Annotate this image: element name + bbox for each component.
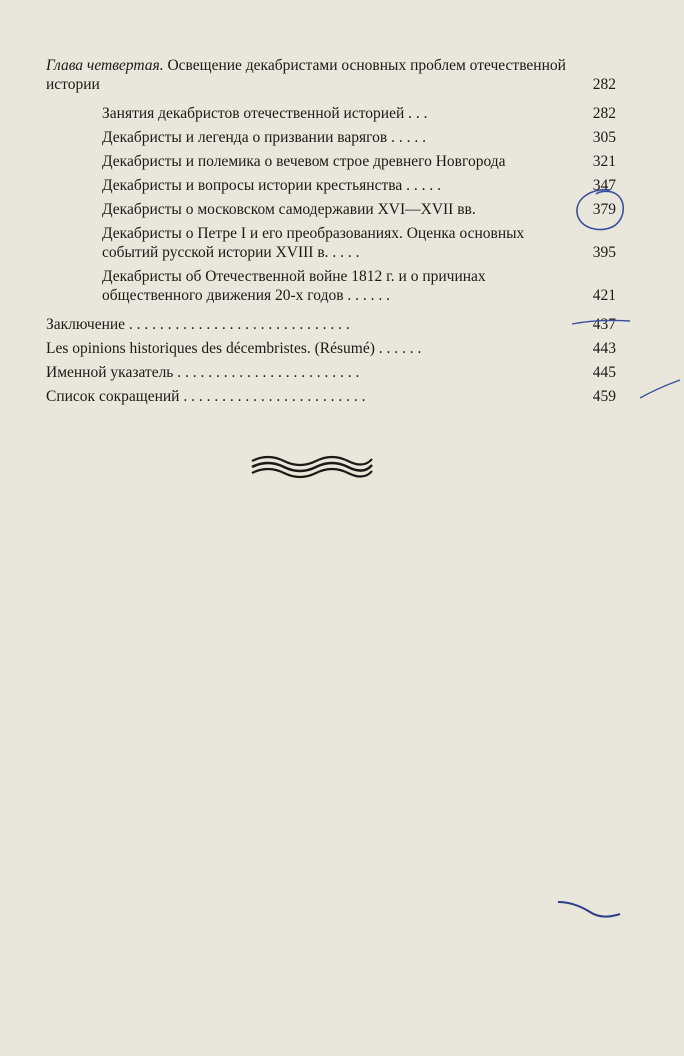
pen-underline-icon bbox=[570, 316, 632, 328]
section-title: Декабристы и вопросы истории крестьянства bbox=[102, 177, 403, 194]
section-title: Декабристы о московском самодержавии XVI—XVII вв. bbox=[102, 201, 476, 218]
pen-circle-icon bbox=[570, 186, 630, 236]
pen-stroke-icon bbox=[554, 896, 624, 926]
leader-dots: . . . . . . bbox=[374, 340, 422, 357]
section-page-number: 395 bbox=[592, 244, 616, 261]
end-entry-title: Именной указатель bbox=[46, 364, 174, 381]
pen-dash-icon bbox=[636, 376, 682, 404]
section-page-number: 305 bbox=[592, 129, 616, 146]
toc-end-entry bbox=[46, 339, 616, 358]
leader-dots: . . . . bbox=[328, 244, 360, 261]
end-entry-page-number: 459 bbox=[592, 388, 616, 405]
section-title: Декабристы и полемика о вечевом строе древнего Новгорода bbox=[102, 153, 506, 170]
section-page-number: 321 bbox=[592, 153, 616, 170]
leader-dots: . . . bbox=[404, 105, 428, 122]
toc-section-entry bbox=[102, 176, 616, 195]
end-entry-title: Заключение bbox=[46, 316, 126, 333]
toc-end-entry bbox=[46, 315, 616, 334]
end-entry-page-number: 445 bbox=[592, 364, 616, 381]
toc-chapter-entry bbox=[46, 56, 616, 94]
section-page-number: 421 bbox=[592, 287, 616, 304]
toc-section-entry bbox=[102, 224, 616, 262]
toc-section-entry bbox=[102, 267, 616, 305]
toc-section-entry bbox=[102, 104, 616, 123]
end-entry-title: Список сокращений bbox=[46, 388, 180, 405]
leader-dots: . . . . . bbox=[402, 177, 441, 194]
section-title: Декабристы об Отечественной войне 1812 г. и о причинах общественного движения 20-х годов bbox=[102, 268, 486, 304]
end-entry-page-number: 437 bbox=[592, 316, 616, 333]
leader-dots: . . . . . . . . . . . . . . . . . . . . . . . . bbox=[173, 364, 360, 381]
toc-section-entry bbox=[102, 200, 616, 219]
leader-dots: . . . . . . . . . . . . . . . . . . . . . . . . bbox=[179, 388, 366, 405]
toc-section-entry bbox=[102, 152, 616, 171]
end-entry-title: Les opinions historiques des décembristes. (Résumé) bbox=[46, 340, 375, 357]
leader-dots: . . . . . . . . . . . . . . . . . . . . . . . . . . . . . bbox=[125, 316, 350, 333]
toc-end-entry bbox=[46, 363, 616, 382]
chapter-page-number: 282 bbox=[592, 76, 616, 93]
section-page-number: 379 bbox=[592, 201, 616, 218]
wavy-ornament-icon bbox=[248, 452, 376, 482]
leader-dots: . . . . . . bbox=[343, 287, 391, 304]
leader-dots: . . . . . bbox=[387, 129, 426, 146]
chapter-label: Глава четвертая. bbox=[46, 57, 164, 74]
section-title: Занятия декабристов отечественной историей bbox=[102, 105, 405, 122]
section-title: Декабристы о Петре I и его преобразованиях. Оценка основных событий русской истории XVIII в. bbox=[102, 225, 525, 261]
section-page-number: 282 bbox=[592, 105, 616, 122]
chapter-title: Освещение декабристами основных проблем отечественной истории bbox=[46, 57, 566, 93]
toc-section-entry bbox=[102, 128, 616, 147]
section-page-number: 347 bbox=[592, 177, 616, 194]
section-title: Декабристы и легенда о призвании варягов bbox=[102, 129, 388, 146]
toc-end-entry bbox=[46, 387, 616, 406]
end-entry-page-number: 443 bbox=[592, 340, 616, 357]
table-of-contents bbox=[46, 56, 616, 411]
